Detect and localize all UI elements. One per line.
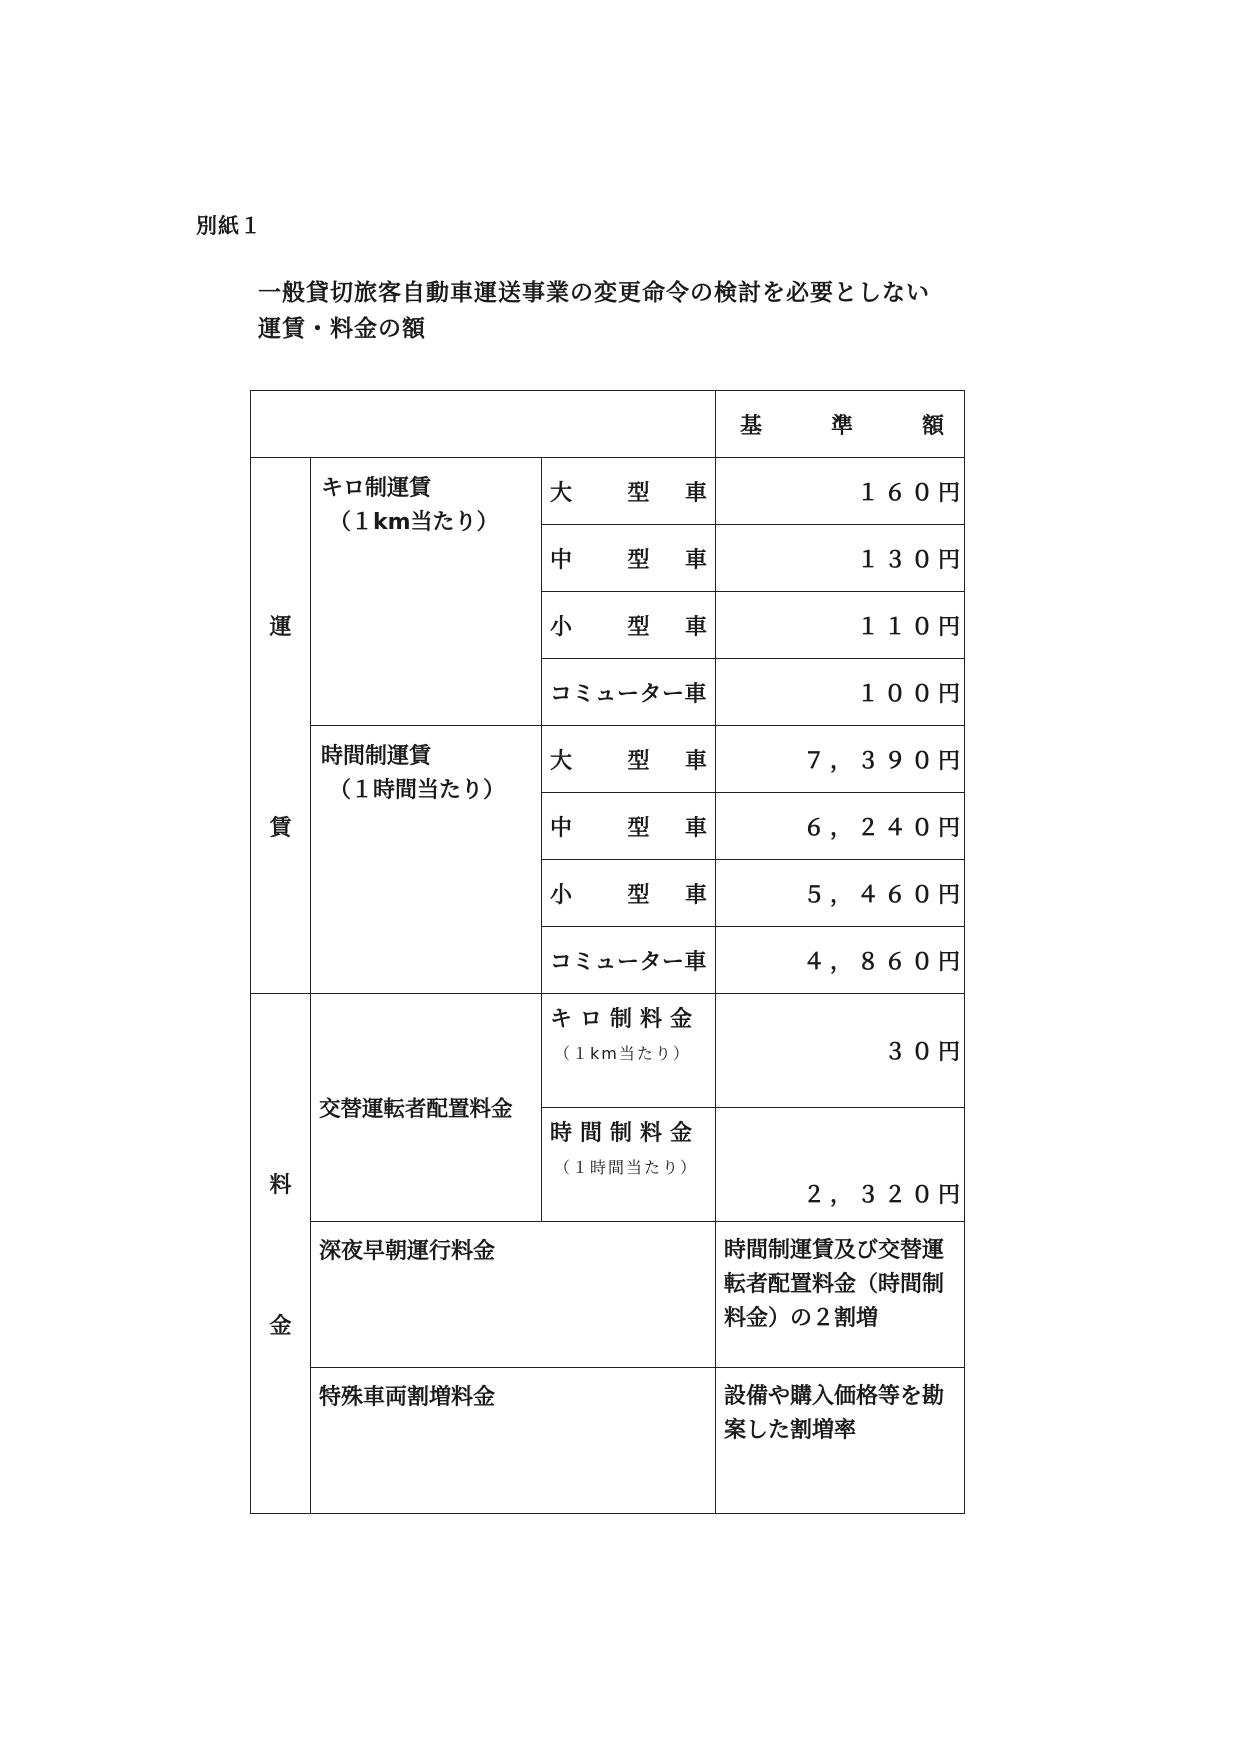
amount-value: １３０ xyxy=(856,547,938,573)
relief-driver-category xyxy=(311,994,542,1222)
amount-unit: 円 xyxy=(938,681,961,707)
vehicle-char: 小 xyxy=(550,882,573,908)
vehicle-char: 大 xyxy=(550,480,573,506)
amount-cell xyxy=(716,726,965,793)
table-row xyxy=(251,1368,965,1514)
rate-line: 案した割増率 xyxy=(724,1418,857,1443)
vehicle-cell xyxy=(542,726,716,793)
vehicle-cell xyxy=(542,659,716,726)
amount-value: ４，８６０ xyxy=(802,949,938,975)
fee-label-char: 料 xyxy=(269,1172,292,1198)
fare-label-char: 賃 xyxy=(269,815,292,841)
amount-cell xyxy=(716,927,965,994)
table-row xyxy=(251,726,965,793)
late-night-value-cell xyxy=(716,1222,965,1368)
vehicle-char: 大 xyxy=(550,748,573,774)
fee-type-name: キロ制料金 xyxy=(550,1007,701,1032)
standard-amount-header xyxy=(716,391,965,458)
title-line-2: 運賃・料金の額 xyxy=(258,316,426,342)
amount-cell xyxy=(716,458,965,525)
rate-line: 転者配置料金（時間制 xyxy=(724,1272,945,1297)
late-night-label-cell xyxy=(311,1222,716,1368)
vehicle-char: 車 xyxy=(685,480,708,506)
vehicle-name: コミューター車 xyxy=(550,949,708,975)
amount-unit: 円 xyxy=(938,480,961,506)
rate-line: 料金）の２割増 xyxy=(724,1306,879,1331)
amount-value: ２，３２０ xyxy=(802,1183,938,1208)
vehicle-char: 小 xyxy=(550,614,573,640)
table-row xyxy=(251,458,965,525)
vehicle-cell xyxy=(542,458,716,525)
fee-label-char: 金 xyxy=(269,1313,292,1339)
amount-unit: 円 xyxy=(938,547,961,573)
vehicle-char: 車 xyxy=(685,748,708,774)
km-fare-sub: （１km当たり） xyxy=(329,510,499,535)
vehicle-char: 型 xyxy=(627,547,650,573)
vehicle-char: 型 xyxy=(627,614,650,640)
title-line-1: 一般貸切旅客自動車運送事業の変更命令の検討を必要としない xyxy=(258,280,930,306)
rate-line: 時間制運賃及び交替運 xyxy=(724,1238,945,1263)
vehicle-cell xyxy=(542,525,716,592)
vehicle-char: 車 xyxy=(685,614,708,640)
vehicle-char: 中 xyxy=(550,815,573,841)
table-header-row xyxy=(251,391,965,458)
time-fare-label: 時間制運賃 xyxy=(321,744,432,769)
amount-cell xyxy=(716,592,965,659)
amount-unit: 円 xyxy=(938,1040,961,1065)
special-vehicle-label: 特殊車両割増料金 xyxy=(319,1385,496,1410)
special-vehicle-value-cell xyxy=(716,1368,965,1514)
amount-value: １６０ xyxy=(856,480,938,506)
vehicle-cell xyxy=(542,927,716,994)
amount-unit: 円 xyxy=(938,1183,961,1208)
document-title xyxy=(258,275,930,347)
relief-driver-label: 交替運転者配置料金 xyxy=(319,1097,513,1122)
amount-value: １００ xyxy=(856,681,938,707)
vehicle-cell xyxy=(542,793,716,860)
vehicle-cell xyxy=(542,860,716,927)
header-char: 基 xyxy=(740,413,763,439)
amount-value: ７，３９０ xyxy=(802,748,938,774)
table-row xyxy=(251,994,965,1108)
fare-fee-table xyxy=(250,390,965,1514)
km-fare-category xyxy=(311,458,542,726)
amount-cell xyxy=(716,525,965,592)
vehicle-char: 車 xyxy=(685,815,708,841)
header-blank-cell xyxy=(251,391,716,458)
km-fare-label: キロ制運賃 xyxy=(321,476,432,501)
amount-unit: 円 xyxy=(938,882,961,908)
amount-cell xyxy=(716,994,965,1108)
vehicle-char: 車 xyxy=(685,547,708,573)
vehicle-name: コミューター車 xyxy=(550,681,708,707)
vehicle-char: 型 xyxy=(627,748,650,774)
vehicle-char: 中 xyxy=(550,547,573,573)
amount-cell xyxy=(716,1108,965,1222)
amount-unit: 円 xyxy=(938,748,961,774)
time-fare-sub: （１時間当たり） xyxy=(329,778,506,803)
fare-label-char: 運 xyxy=(269,614,292,640)
attachment-label: 別紙１ xyxy=(196,214,262,238)
fee-type-name: 時間制料金 xyxy=(550,1121,701,1146)
fee-type-cell xyxy=(542,994,716,1108)
late-night-label: 深夜早朝運行料金 xyxy=(319,1239,496,1264)
vehicle-char: 型 xyxy=(627,882,650,908)
special-vehicle-label-cell xyxy=(311,1368,716,1514)
rate-line: 設備や購入価格等を勘 xyxy=(724,1384,945,1409)
header-char: 額 xyxy=(921,413,944,439)
vehicle-char: 車 xyxy=(685,882,708,908)
vehicle-cell xyxy=(542,592,716,659)
fee-section-label xyxy=(251,994,311,1514)
vehicle-char: 型 xyxy=(627,480,650,506)
amount-cell xyxy=(716,793,965,860)
fare-section-label xyxy=(251,458,311,994)
table-row xyxy=(251,1222,965,1368)
amount-unit: 円 xyxy=(938,949,961,975)
fee-type-note: （１km当たり） xyxy=(554,1044,691,1063)
amount-cell xyxy=(716,659,965,726)
amount-value: ３０ xyxy=(883,1040,938,1065)
time-fare-category xyxy=(311,726,542,994)
amount-value: ５，４６０ xyxy=(802,882,938,908)
amount-unit: 円 xyxy=(938,614,961,640)
amount-value: １１０ xyxy=(856,614,938,640)
fee-type-cell xyxy=(542,1108,716,1222)
amount-cell xyxy=(716,860,965,927)
header-char: 準 xyxy=(831,413,854,439)
fee-type-note: （１時間当たり） xyxy=(554,1158,699,1177)
vehicle-char: 型 xyxy=(627,815,650,841)
amount-unit: 円 xyxy=(938,815,961,841)
amount-value: ６，２４０ xyxy=(802,815,938,841)
